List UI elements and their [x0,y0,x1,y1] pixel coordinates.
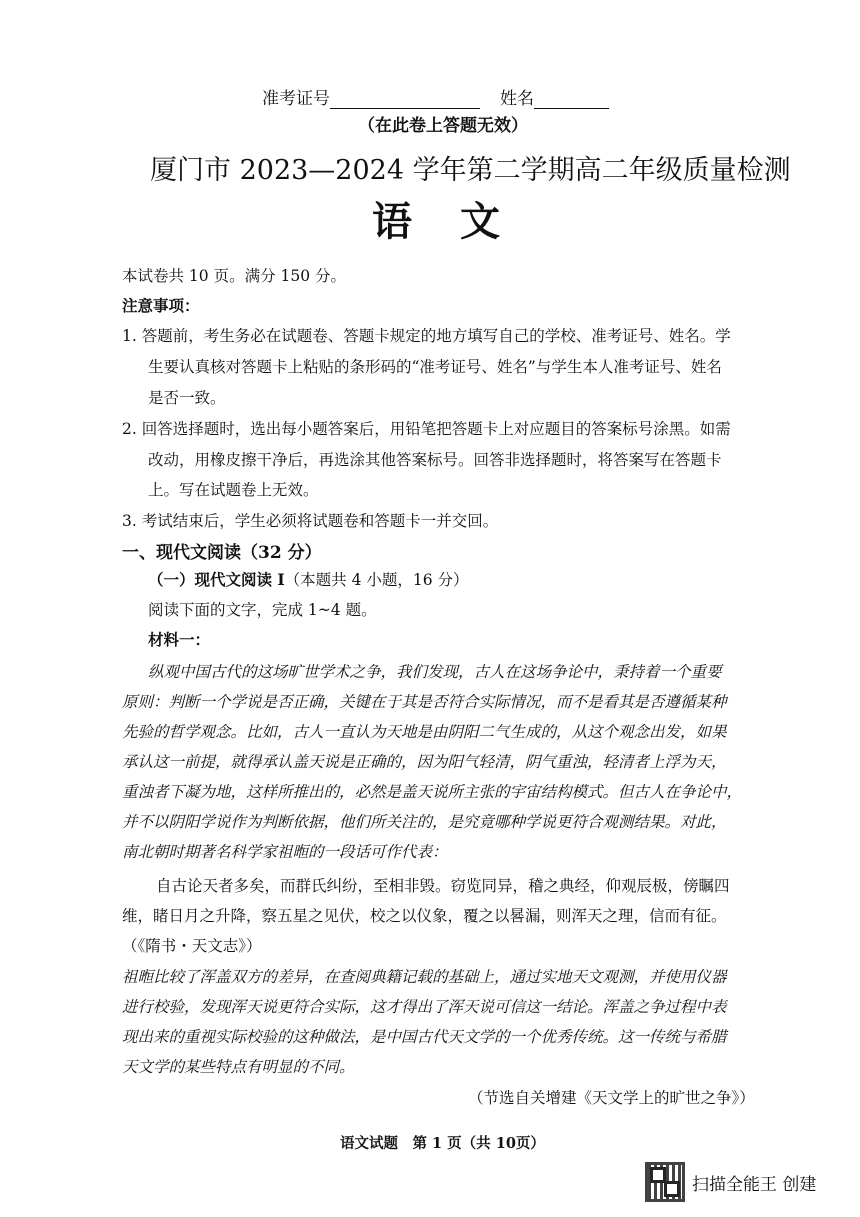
exam-id-label: 准考证号 [262,89,330,109]
exam-id-blank [330,94,480,109]
name-field [500,84,609,109]
para2-line-3: 现出来的重视实际校验的这种做法，是中国古代天文学的一个优秀传统。这一传统与希腊 [122,1028,727,1046]
para1-line-2: 原则：判断一个学说是否正确，关键在于其是否符合实际情况，而不是看其是否遵循某种 [122,693,727,711]
subsection-title: （一）现代文阅读 I [148,570,285,589]
quote-line-1: 自古论天者多矣，而群氏纠纷，至相非毁。窃览同异，稽之典经，仰观辰极，傍瞩四 [156,877,730,895]
source-citation: （节选自关增建《天文学上的旷世之争》） [468,1089,755,1107]
para1-line-6: 并不以阴阳学说作为判断依据，他们所关注的，是究竟哪种学说更符合观测结果。对此， [122,813,727,831]
material-label: 材料一： [148,630,211,649]
notes-title: 注意事项： [122,296,200,315]
exam-title: 厦门市 2023—2024 学年第二学期高二年级质量检测 [150,155,791,186]
name-label: 姓名 [500,89,534,109]
subsection-info: （本题共 4 小题，16 分） [284,571,469,589]
note-1-line-3: 是否一致。 [148,389,226,407]
scanner-watermark: 扫描全能王 创建 [692,1175,817,1195]
para1-line-1: 纵观中国古代的这场旷世学术之争，我们发现，古人在这场争论中，秉持着一个重要 [148,663,722,681]
subsection-heading [148,568,469,590]
pages-score-text: 本试卷共 10 页。满分 150 分。 [122,267,347,285]
qr-code-icon [645,1162,685,1202]
quote-line-2: 维，睹日月之升降，察五星之见伏，校之以仪象，覆之以晷漏，则浑天之理，信而有征。 [122,907,727,925]
note-2-line-2: 改动，用橡皮擦干净后，再选涂其他答案标号。回答非选择题时，将答案写在答题卡 [148,451,722,469]
page-footer: 语文试题 第 1 页（共 10页） [340,1135,545,1152]
para2-line-4: 天文学的某些特点有明显的不同。 [122,1058,355,1076]
subject-title: 语 文 [372,198,504,245]
para1-line-7: 南北朝时期著名科学家祖暅的一段话可作代表： [122,843,448,861]
para2-line-1: 祖暅比较了浑盖双方的差异，在查阅典籍记载的基础上，通过实地天文观测，并使用仪器 [122,968,727,986]
para1-line-3: 先验的哲学观念。比如，古人一直认为天地是由阴阳二气生成的，从这个观念出发，如果 [122,723,727,741]
quote-source: （《隋书・天文志》） [122,937,262,955]
note-3-line-1: 3. 考试结束后，学生必须将试题卷和答题卡一并交回。 [122,512,499,530]
para2-line-2: 进行校验，发现浑天说更符合实际，这才得出了浑天说可信这一结论。浑盖之争过程中表 [122,998,727,1016]
exam-id-field [262,84,480,109]
reading-instruction: 阅读下面的文字，完成 1~4 题。 [148,601,377,619]
note-2-line-1: 2. 回答选择题时，选出每小题答案后，用铅笔把答题卡上对应题目的答案标号涂黑。如需 [122,420,731,438]
para1-line-4: 承认这一前提，就得承认盖天说是正确的，因为阳气轻清，阴气重浊，轻清者上浮为天， [122,753,727,771]
note-2-line-3: 上。写在试题卷上无效。 [148,481,319,499]
section-1-title: 一、现代文阅读（32 分） [122,543,322,563]
para1-line-5: 重浊者下凝为地，这样所推出的，必然是盖天说所主张的宇宙结构模式。但古人在争论中， [122,783,743,801]
name-blank [534,94,609,109]
note-1-line-2: 生要认真核对答题卡上粘贴的条形码的“准考证号、姓名”与学生本人准考证号、姓名 [148,358,722,376]
note-1-line-1: 1. 答题前，考生务必在试题卷、答题卡规定的地方填写自己的学校、准考证号、姓名。学 [122,327,731,345]
answer-invalid-notice: （在此卷上答题无效） [358,116,528,136]
